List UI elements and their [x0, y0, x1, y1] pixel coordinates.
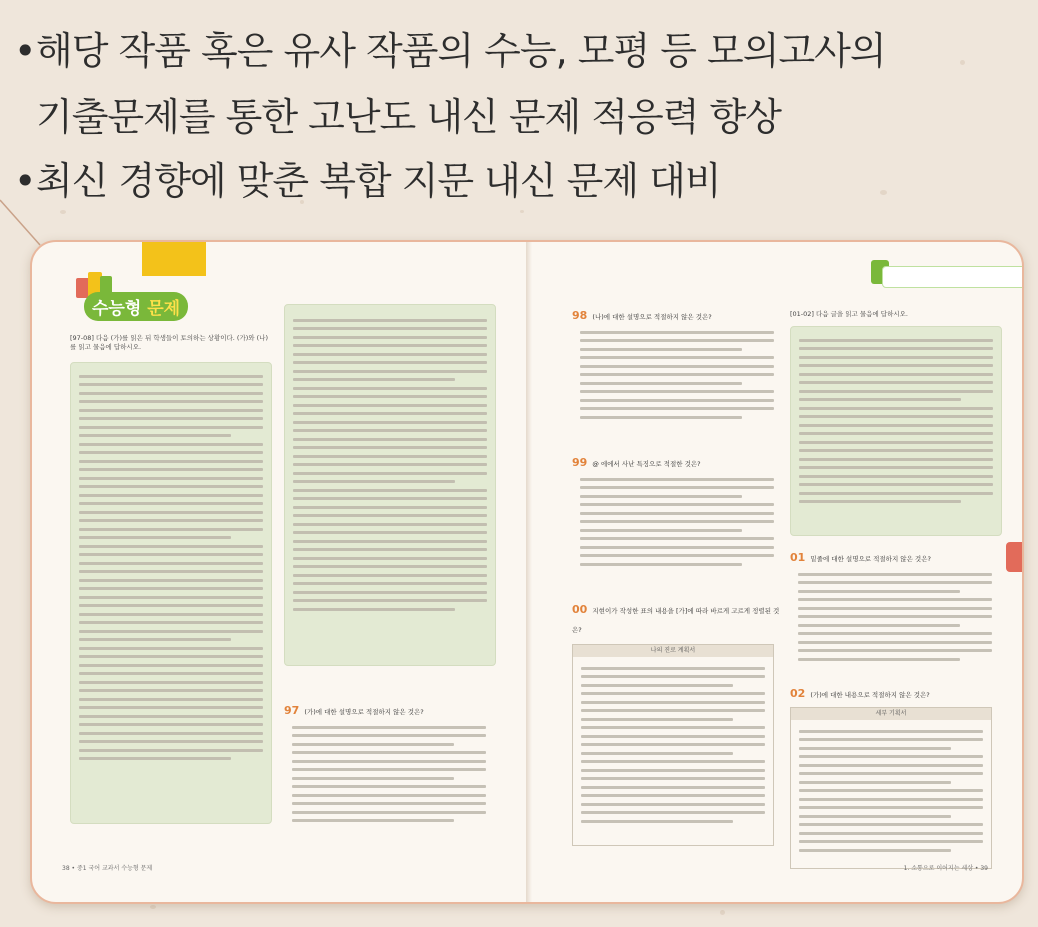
section-logo-label	[84, 292, 188, 321]
question-text: (가)에 대한 내용으로 적절하지 않은 것은?	[810, 691, 930, 699]
question-99	[572, 451, 782, 580]
question-text: (나)에 대한 설명으로 적절하지 않은 것은?	[592, 313, 712, 321]
question-02	[790, 682, 1000, 869]
bullet-dot: •	[14, 159, 36, 203]
question-01	[790, 546, 1000, 675]
question-number: 02	[790, 687, 806, 700]
logo-title: 수능형	[92, 299, 142, 319]
question-98	[572, 304, 782, 433]
right-page-footer: 1. 소통으로 이어지는 세상 • 39	[903, 865, 988, 872]
question-text: 지현이가 작성한 표의 내용을 [가]에 따라 바르게 고르게 정렬된 것은?	[572, 607, 780, 634]
right-page	[532, 242, 1022, 902]
page-index-tab	[1006, 542, 1024, 572]
logo-accent: 문제	[147, 299, 181, 319]
passage-box	[70, 362, 272, 824]
question-text: @ 에에서 사난 특징으로 적절한 것은?	[592, 460, 701, 468]
bullet-text: 해당 작품 혹은 유사 작품의 수능, 모평 등 모의고사의	[36, 29, 886, 73]
question-97	[284, 699, 494, 838]
bullet-text: 기출문제를 통한 고난도 내신 문제 적응력 향상	[36, 95, 781, 139]
open-book-spread	[30, 240, 1024, 904]
bullet-text: 최신 경향에 맞춘 복합 지문 내신 문제 대비	[36, 159, 721, 203]
question-intro: [97-08] 다음 (가)를 읽은 뒤 학생들이 토의하는 상황이다. (가)와 (나)를 읽고 물음에 답하시오.	[70, 334, 268, 351]
left-page-footer: 38 • 중1 국어 교과서 수능형 문제	[62, 865, 153, 872]
bullet-line-2	[14, 86, 781, 141]
question-00	[572, 598, 782, 846]
decorative-line	[0, 180, 50, 250]
left-page	[32, 242, 526, 902]
question-intro: [01-02] 다음 글을 읽고 물음에 답하시오.	[790, 310, 908, 318]
section-logo	[68, 264, 208, 319]
bullet-dot: •	[14, 29, 36, 73]
question-number: 98	[572, 309, 588, 322]
right-column-1	[572, 304, 782, 846]
passage-box	[790, 326, 1002, 536]
left-column-1	[70, 334, 270, 352]
question-number: 99	[572, 456, 588, 469]
question-text: 밑줄에 대한 설명으로 적절하지 않은 것은?	[810, 555, 931, 563]
table-header: 세부 기획서	[791, 708, 991, 720]
detail-plan-table	[790, 707, 992, 869]
question-number: 97	[284, 704, 300, 717]
bullet-line-1	[14, 20, 886, 75]
right-column-2	[790, 310, 1000, 717]
bullet-line-3	[14, 150, 721, 205]
question-number: 00	[572, 603, 588, 616]
career-plan-table	[572, 644, 774, 846]
chapter-banner	[882, 266, 1024, 288]
question-text: (가)에 대한 설명으로 적절하지 않은 것은?	[304, 708, 424, 716]
table-header: 나의 진로 계획서	[573, 645, 773, 657]
question-number: 01	[790, 551, 806, 564]
dialogue-box	[284, 304, 496, 666]
